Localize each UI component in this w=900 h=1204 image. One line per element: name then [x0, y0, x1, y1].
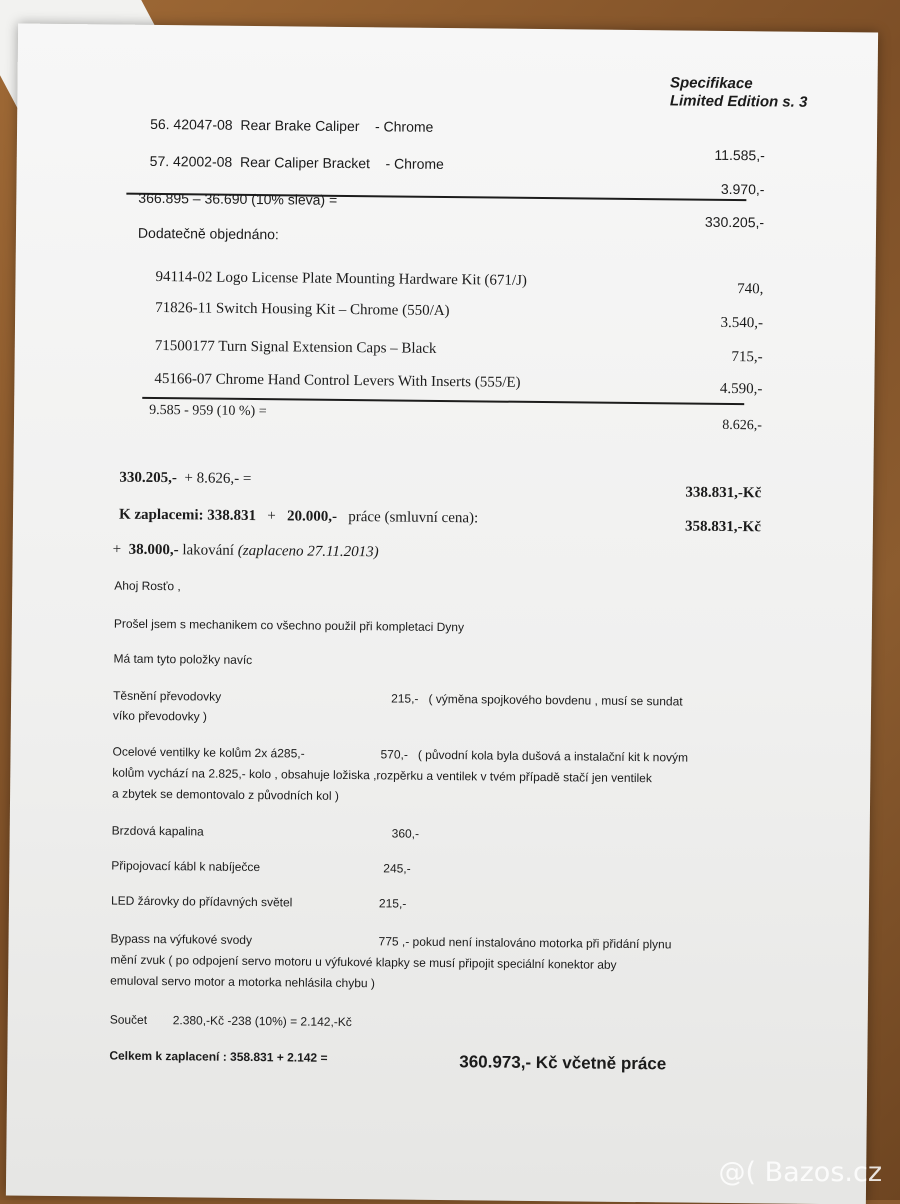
- entry-desc: emuloval servo motor a motorka nehlásila chybu ): [110, 973, 375, 991]
- extra-item: 45166-07 Chrome Hand Control Levers With Inserts (555/E): [154, 370, 521, 391]
- entry-desc: víko převodovky ): [112, 708, 208, 724]
- entry-price: 245,-: [383, 861, 411, 876]
- soucet-value: 2.380,-Kč -238 (10%) = 2.142,-Kč: [172, 1013, 352, 1030]
- subtotal-value: 8.626,-: [722, 417, 763, 434]
- spec-header-line2: Limited Edition s. 3: [669, 92, 808, 111]
- entry-name: LED žárovky do přídavných světel: [110, 893, 293, 910]
- extra-item: 71500177 Turn Signal Extension Caps – Black: [154, 337, 437, 357]
- extra-item-price: 3.540,-: [720, 314, 764, 332]
- extra-heading: Dodatečně objednáno:: [137, 224, 279, 243]
- document-page: [6, 24, 878, 1204]
- item-price: 11.585,-: [714, 146, 765, 164]
- item-row: 56. 42047-08 Rear Brake Caliper - Chrome: [150, 115, 434, 135]
- entry-desc: kolům vychází na 2.825,- kolo , obsahuje ložiska ,rozpěrku a ventilek v tvém případě stačí jen ventilek: [112, 765, 652, 786]
- entry-price: 215,- ( výměna spojkového bovdenu , musí se sundat: [391, 691, 683, 709]
- letter-greeting: Ahoj Rosťo ,: [114, 578, 181, 594]
- entry-name: Bypass na výfukové svody: [110, 931, 253, 948]
- final-value: 360.973,- Kč včetně práce: [459, 1052, 667, 1074]
- extra-item: 94114-02 Logo License Plate Mounting Hardware Kit (671/J): [155, 268, 528, 289]
- extra-item-price: 740,: [737, 281, 764, 298]
- paint-line: + 38.000,- lakování (zaplaceno 27.11.2013): [112, 541, 379, 561]
- letter-paragraph: Prošel jsem s mechanikem co všechno použil při kompletaci Dyny: [113, 616, 465, 635]
- sum-line: 330.205,- + 8.626,- =: [119, 469, 252, 487]
- item-row: 57. 42002-08 Rear Caliper Bracket - Chrome: [149, 152, 444, 172]
- final-label: Celkem k zaplacení : 358.831 + 2.142 =: [109, 1048, 328, 1065]
- entry-name: Připojovací kábl k nabíječce: [111, 858, 261, 875]
- extra-item-price: 715,-: [731, 349, 763, 366]
- entry-price: 360,-: [391, 826, 420, 841]
- spec-header-line1: Specifikace: [669, 74, 753, 93]
- entry-name: Brzdová kapalina: [111, 823, 204, 839]
- watermark: @( Bazos.cz: [718, 1157, 882, 1188]
- subtotal-calc: 9.585 - 959 (10 %) =: [149, 402, 267, 420]
- entry-price: 775 ,- pokud není instalováno motorka při přidání plynu: [378, 934, 672, 952]
- entry-desc: a zbytek se demontovalo z původních kol ): [112, 786, 339, 803]
- spec-header: [670, 74, 808, 111]
- letter-paragraph: Má tam tyto položky navíc: [113, 651, 253, 668]
- payment-total: 358.831,-Kč: [685, 518, 762, 536]
- item-price: 3.970,-: [720, 180, 765, 198]
- payment-line: K zaplacemi: 338.831 + 20.000,- práce (smluvní cena):: [118, 506, 479, 527]
- subtotal-calc: 366.895 – 36.690 (10% sleva) =: [138, 189, 338, 208]
- entry-price: 570,- ( původní kola byla dušová a instalační kit k novým: [380, 747, 689, 765]
- entry-name: Ocelové ventilky ke kolům 2x á285,-: [112, 744, 305, 761]
- extra-item: 71826-11 Switch Housing Kit – Chrome (550/A): [155, 299, 450, 320]
- extra-item-price: 4.590,-: [719, 380, 763, 398]
- soucet-label: Součet: [109, 1012, 148, 1027]
- subtotal-value: 330.205,-: [704, 213, 765, 231]
- entry-name: Těsnění převodovky: [113, 688, 222, 704]
- entry-price: 215,-: [378, 896, 407, 911]
- entry-desc: mění zvuk ( po odpojení servo motoru u výfukové klapky se musí připojit speciální konektor aby: [110, 952, 617, 972]
- sum-total: 338.831,-Kč: [685, 484, 762, 502]
